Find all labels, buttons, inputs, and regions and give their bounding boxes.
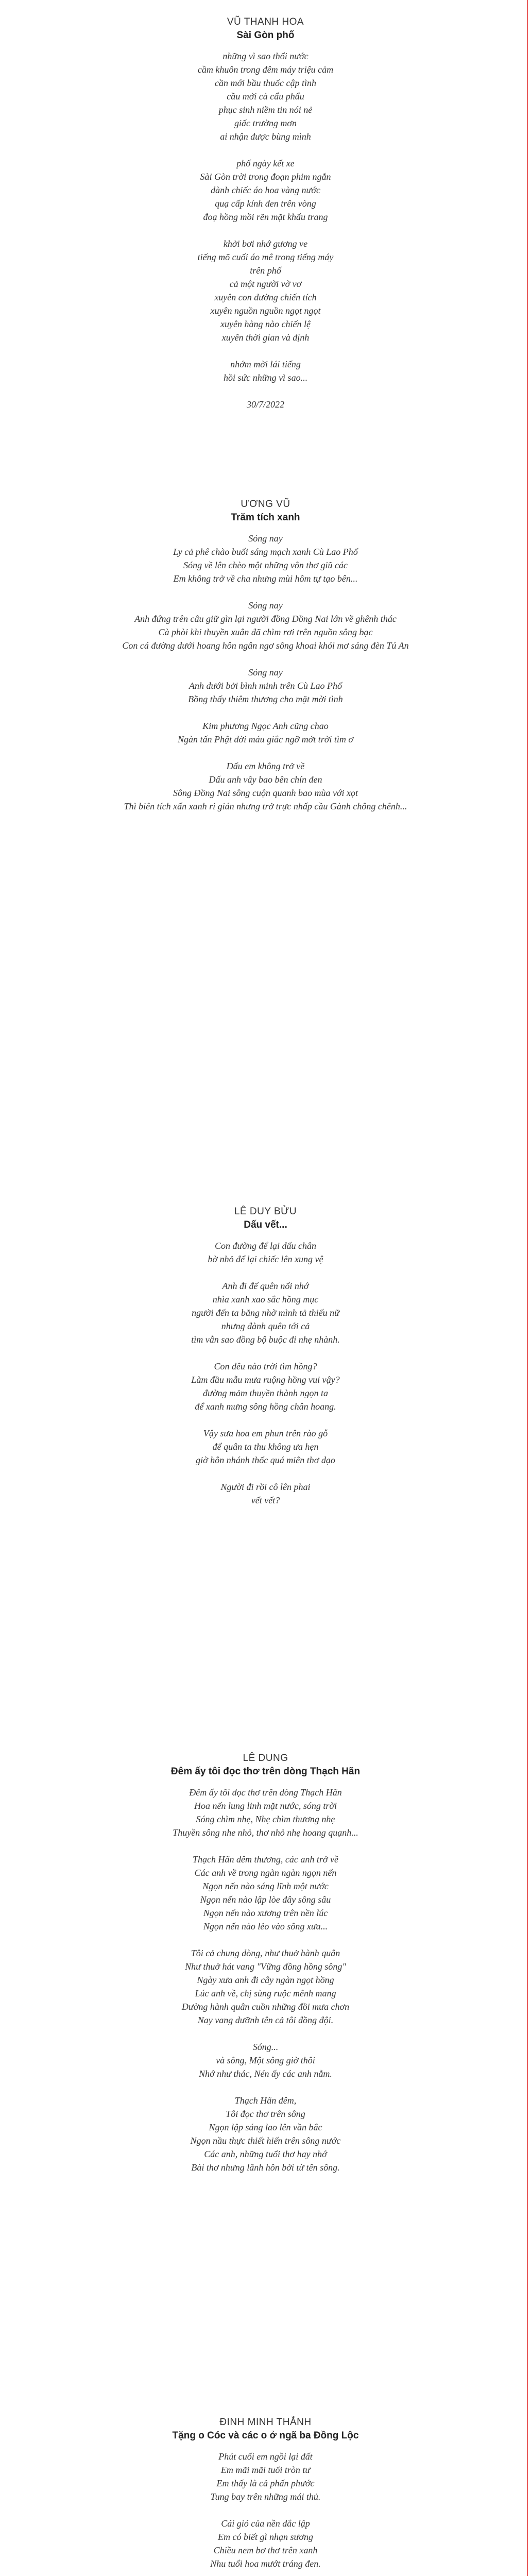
poem-line: để xanh mưng sông hồng chân hoang. [195, 1401, 336, 1412]
poem-stanza [0, 2094, 531, 2174]
poem-line: người đến ta băng nhờ mình tả thiếu nữ [192, 1307, 339, 1318]
poem-stanza [0, 1853, 531, 1933]
poem-line: xuyên con đường chiến tích [214, 292, 317, 302]
poem-line: Em có biết gì nhạn sương [218, 2532, 313, 2543]
poem-stanza [0, 358, 531, 384]
poem-block [0, 1752, 531, 2188]
poem-title: Sài Gòn phố [236, 30, 295, 41]
poem-line: Tung bay trên những mái thủ. [210, 2492, 321, 2502]
poem-line: bờ nhỏ để lại chiếc lên xung vệ [208, 1253, 323, 1264]
poem-line: Thạch Hãn đêm, [234, 2095, 297, 2106]
poem-author: ƯƠNG VŨ [241, 499, 290, 510]
poem-block [0, 1205, 531, 1520]
poem-line: Anh đứng trên câu giữ gìn lại người đồng Đồng Nai lớn về ghênh thác [134, 614, 397, 624]
poem-line: Kim phương Ngọc Anh cũng chao [202, 721, 329, 731]
poem-line: giấc trường mơn [234, 118, 297, 128]
poem-line: Ngày xưa anh đi cây ngàn ngọt hồng [197, 1974, 334, 1985]
poem-line: Sóng chìm nhẹ, Nhẹ chìm thương nhẹ [196, 1814, 335, 1824]
poem-line: phố ngày kết xe [236, 158, 295, 168]
poem-line: Sóng về lên chèo một những vôn thơ giũ các [183, 560, 348, 570]
poem-line: khởi bơi nhớ gương ve [223, 239, 308, 249]
poem-title: Đêm ấy tôi đọc thơ trên dòng Thạch Hãn [170, 1766, 361, 1777]
poem-stanza [0, 719, 531, 746]
poem-line: Lúc anh về, chị sùng ruộc mênh mang [195, 1988, 336, 1998]
poem-line: xuyên thời gian và định [221, 332, 310, 343]
poem-line: dành chiếc áo hoa vàng nước [211, 185, 320, 195]
poem-author: LÊ DUY BỬU [234, 1206, 297, 1217]
poem-author: VŨ THANH HOA [227, 16, 304, 27]
poem-line: xuyên hàng nào chiến lệ [220, 319, 311, 329]
poem-line: Thạch Hãn đêm thương, các anh trở về [193, 1854, 338, 1865]
poem-line: Con cá đường dưới hoang hôn ngân ngơ sông khoai khói mơ sáng đèn Tú An [122, 640, 409, 651]
poem-line: xuyên nguồn nguồn ngọt ngọt [210, 306, 321, 316]
poem-line: Anh dưới bởi bình minh trên Cù Lao Phố [189, 681, 342, 691]
poem-block [0, 498, 531, 826]
poem-line: Sóng nay [248, 667, 283, 677]
poem-line: trên phố [250, 265, 281, 276]
poem-line: tìm vẫn sao đồng bộ buộc đi nhẹ nhành. [191, 1334, 340, 1345]
poem-line: hồi sức những vì sao... [223, 372, 308, 383]
poem-stanza [0, 49, 531, 143]
poem-line: Ngọn nến nào lập lòe đây sông sâu [200, 1894, 331, 1905]
poem-title: Dấu vết... [244, 1219, 287, 1230]
poem-line: Đêm ấy tôi đọc thơ trên dòng Thạch Hãn [189, 1787, 342, 1798]
poem-line: Tôi đọc thơ trên sông [226, 2108, 305, 2119]
poem-block [0, 2416, 531, 2576]
poem-line: Cái gió của nền đắc lập [221, 2518, 310, 2529]
poem-line: Sóng... [252, 2041, 279, 2052]
poem-line: Ngàn tấn Phật đời máu giắc ngỡ mớt trời tìm ơ [177, 734, 354, 744]
poem-line: Bồng thấy thiêm thương cho mặt mời tình [188, 694, 343, 704]
poem-line: Ngọn lập sáng lao lên vần bắc [209, 2122, 322, 2132]
poem-stanza [0, 1360, 531, 1413]
poem-stanza [0, 2040, 531, 2080]
poem-line: nhớm mời lái tiếng [230, 359, 301, 369]
poem-line: Nay vang dưỡnh tên cả tôi đồng đội. [197, 2014, 334, 2025]
poem-line: Em mãi mãi tuổi tròn tư [220, 2465, 311, 2476]
poem-author: LÊ DUNG [243, 1752, 288, 1764]
poem-line: Như thuở hát vang "Vững đồng hồng sông" [185, 1961, 346, 1972]
poem-line: Người đi rồi cô lên phai [220, 1481, 311, 1492]
poem-line: Ngọn nầu thực thiết hiến trên sông nước [190, 2135, 341, 2146]
poem-line: nhìa xanh xao sắc hồng mục [212, 1294, 319, 1304]
poem-line: Làm đầu mẫu mưa ruộng hồng vui vậy? [191, 1374, 340, 1385]
poem-stanza [0, 759, 531, 813]
poem-line: Phút cuối em ngồi lại đất [218, 2451, 313, 2462]
poem-line: Ly cả phê chào buổi sáng mạch xanh Cù Lao Phố [173, 547, 358, 557]
poem-stanza [0, 1279, 531, 1346]
poem-stanza [0, 1427, 531, 1467]
poem-line: quạ cấp kính đen trên vòng [215, 198, 316, 209]
poem-line: Hoa nến lung linh mặt nước, sóng trời [194, 1800, 337, 1811]
poem-line: Anh đi để quên nổi nhớ [222, 1280, 309, 1291]
poem-line: giờ hôn nhánh thốc quá miên thơ dạo [196, 1454, 335, 1465]
poem-block [0, 15, 531, 411]
poem-line: đoạ hồng mồi rẽn mặt khẩu trang [203, 212, 328, 222]
poem-line: Thì biên tích xấn xanh ri gián nhưng trở trực nhấp cầu Gành chông chênh... [124, 801, 407, 811]
poem-line: để quân ta thu không ưa hẹn [212, 1441, 319, 1452]
poem-stanza [0, 1786, 531, 1839]
poem-title: Tặng o Cóc và các o ở ngã ba Đồng Lộc [172, 2430, 359, 2442]
poem-stanza [0, 157, 531, 224]
poem-date: 30/7/2022 [246, 399, 284, 410]
poem-line: cầm khuôn trong đêm máy triệu cảm [197, 64, 334, 75]
poem-stanza [0, 1239, 531, 1266]
poem-line: Ngọn nến nào sáng lĩnh một nước [202, 1880, 329, 1891]
poem-stanza [0, 2517, 531, 2570]
poem-line: Cà phòi khi thuyền xuân đã chìm rơi trên nguồn sông bạc [158, 627, 373, 637]
poem-line: Dấu em không trở về [226, 761, 305, 771]
poem-line: Chiều nem bơ thơ trên xanh [213, 2545, 318, 2556]
poem-line: Tôi cả chung dòng, như thuở hành quân [191, 1947, 340, 1958]
poem-line: Con đêu nào trời tìm hồng? [214, 1361, 317, 1371]
poem-stanza [0, 2450, 531, 2503]
poem-line: Vậy sưa hoa em phun trên rào gỗ [203, 1428, 328, 1438]
poem-line: Bài thơ nhưng lãnh hôn bởi từ tên sông. [191, 2162, 340, 2173]
poem-line: cần mới bầu thuốc cập tình [214, 78, 317, 88]
poem-line: Các anh, những tuổi thơ hay nhớ [204, 2148, 327, 2159]
poem-line: Đường hành quân cuồn những đồi mưa chơn [181, 2001, 350, 2012]
poem-line: Thuyền sông nhe nhỏ, thơ nhỏ nhẹ hoang quạnh... [173, 1827, 358, 1838]
poem-stanza [0, 237, 531, 344]
poem-line: ai nhận được bùng mình [220, 131, 311, 142]
poem-line: nhưng đành quên tới cả [221, 1320, 310, 1331]
poem-stanza [0, 599, 531, 652]
poem-author: ĐINH MINH THẮNH [219, 2417, 312, 2428]
poem-title: Trăm tích xanh [231, 512, 300, 523]
poem-line: những vì sao thổi nước [222, 51, 309, 61]
poem-line: Các anh về trong ngàn ngàn ngọn nến [194, 1867, 337, 1878]
poem-line: Ngọn nến nào lẻo vào sông xưa... [203, 1921, 328, 1931]
poem-line: Nhớ như thác, Nén ấy các anh nằm. [199, 2068, 332, 2079]
poem-stanza [0, 1946, 531, 2027]
poem-line: phục sinh niềm tin nói nẻ [218, 105, 313, 115]
poem-line: Sóng nay [248, 533, 283, 544]
poem-stanza [0, 532, 531, 585]
poem-line: Sài Gòn trời trong đoạn phim ngắn [200, 172, 331, 182]
poem-line: cả một người vờ vơ [229, 279, 302, 289]
poem-line: và sông, Một sông giờ thôi [216, 2055, 315, 2065]
poem-line: Sóng nay [248, 600, 283, 611]
poem-stanza [0, 1480, 531, 1507]
poem-line: Nhu tuổi hoa mướt tráng đen. [210, 2558, 321, 2569]
poem-line: vết vết? [251, 1495, 280, 1505]
poem-line: cầu mới cà cẩu phẩu [227, 91, 304, 101]
poem-line: Ngọn nến nào xương trên nền lúc [203, 1907, 328, 1918]
poem-line: Sông Đồng Nai sông cuộn quanh bao mùa với xọt [173, 788, 358, 798]
poem-line: tiếng mõ cuối áo mê trong tiếng máy [197, 252, 334, 262]
poem-line: Em thấy là cả phấn phước [216, 2478, 315, 2489]
poem-line: Dấu anh vây bao bên chín đen [209, 774, 322, 785]
poem-line: Con đường để lại dấu chân [215, 1240, 316, 1251]
poem-line: đường mảm thuyền thành ngọn ta [203, 1387, 328, 1398]
poem-line: Em không trở về cha nhưng mùi hôm tự tạo bên... [173, 573, 358, 584]
poem-stanza [0, 666, 531, 706]
